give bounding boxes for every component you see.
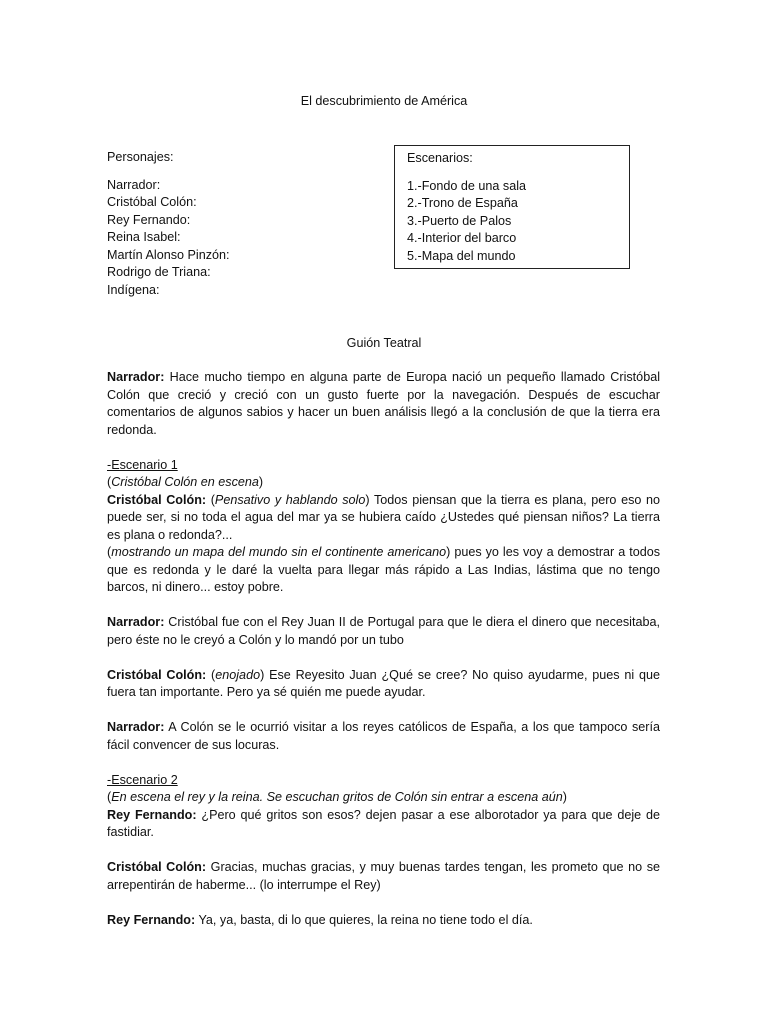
script-paragraph-4: [107, 667, 660, 702]
aside-text: Pensativo y hablando solo: [214, 492, 366, 507]
paren: (: [206, 667, 216, 682]
paren: (: [107, 545, 112, 559]
paren: (: [107, 790, 112, 804]
character-item: Martín Alonso Pinzón:: [107, 247, 230, 262]
speaker-label: Rey Fernando:: [107, 807, 197, 822]
speaker-label: Narrador:: [107, 720, 165, 734]
speaker-label: Cristóbal Colón:: [107, 667, 207, 682]
script-paragraph-3: [107, 614, 660, 649]
paren: (: [206, 492, 215, 507]
scene-item: 1.-Fondo de una sala: [407, 178, 527, 193]
character-item: Rey Fernando:: [107, 212, 191, 227]
paren: ): [446, 545, 451, 559]
scenes-heading: Escenarios:: [407, 151, 473, 165]
dialogue-text: ¿Pero qué gritos son esos? dejen pasar a ese alborotador ya para que deje de fastidiar.: [107, 807, 660, 839]
aside-text: mostrando un mapa del mundo sin el continente americano: [111, 545, 447, 559]
dialogue-text: Cristóbal fue con el Rey Juan II de Portugal para que le diera el dinero que necesitaba, pero éste no le creyó a Colón y lo mandó por un tubo: [107, 615, 660, 647]
scene-heading: -Escenario 2: [107, 772, 178, 787]
character-item: Indígena:: [107, 282, 160, 297]
stage-direction: [107, 474, 660, 492]
script-body: [107, 369, 660, 947]
paren: ): [562, 790, 567, 804]
scene-item: 2.-Trono de España: [407, 196, 518, 210]
script-paragraph-5: [107, 719, 660, 754]
paren: (: [107, 475, 112, 489]
aside-text: enojado: [215, 667, 261, 682]
script-paragraph-1: [107, 369, 660, 439]
speaker-label: Cristóbal Colón:: [107, 492, 207, 507]
dialogue-text: pues yo les voy a demostrar a todos que es redonda y le daré la vuelta para llegar más rápido a Las Indias, lástima que no tengo barcos, ni dinero... estoy pobre.: [107, 545, 660, 594]
stage-direction-text: En escena el rey y la reina. Se escuchan gritos de Colón sin entrar a escena aún: [111, 790, 563, 804]
dialogue-text: Gracias, muchas gracias, y muy buenas tardes tengan, les prometo que no se arrepentirán de haberme... (lo interrumpe el Rey): [107, 860, 660, 892]
speaker-label: Narrador:: [107, 370, 165, 384]
scene-heading: -Escenario 1: [107, 457, 178, 472]
paren: ): [258, 475, 264, 489]
character-item: Rodrigo de Triana:: [107, 265, 211, 279]
dialogue-text: Ya, ya, basta, di lo que quieres, la reina no tiene todo el día.: [195, 912, 533, 927]
characters-heading: Personajes:: [107, 150, 174, 164]
characters-list: [107, 149, 230, 299]
dialogue-text: A Colón se le ocurrió visitar a los reyes católicos de España, a los que tampoco sería fácil convencer de sus locuras.: [107, 720, 660, 752]
script-paragraph-7: [107, 859, 660, 894]
script-paragraph-6: [107, 772, 660, 842]
document-title: El descubrimiento de América: [300, 94, 468, 108]
aside-line: [107, 544, 660, 597]
dialogue-text: Todos piensan que la tierra es plana, pero eso no puede ser, si no toda el agua del mar ya se hubiera caído ¿Ustedes qué piensan niños? La tierra es plana o redonda?...: [107, 492, 661, 542]
script-paragraph-2: [107, 457, 660, 597]
paren: ): [260, 667, 265, 682]
script-title: Guión Teatral: [346, 336, 422, 350]
scene-item: 4.-Interior del barco: [407, 231, 517, 245]
dialogue-text: Ese Reyesito Juan ¿Qué se cree? No quiso ayudarme, pues ni que fuera tan importante. Pero ya sé quién me puede ayudar.: [107, 667, 660, 699]
character-item: Reina Isabel:: [107, 230, 181, 244]
stage-direction-text: Cristóbal Colón en escena: [111, 475, 259, 489]
speaker-label: Cristóbal Colón:: [107, 860, 207, 874]
script-paragraph-8: [107, 912, 660, 930]
speaker-label: Rey Fernando:: [107, 912, 196, 927]
character-item: Cristóbal Colón:: [107, 195, 197, 209]
speaker-label: Narrador:: [107, 615, 165, 629]
character-item: Narrador:: [107, 177, 161, 192]
scene-item: 3.-Puerto de Palos: [407, 213, 512, 228]
stage-direction: [107, 789, 660, 807]
scene-item: 5.-Mapa del mundo: [407, 248, 516, 263]
dialogue-text: Hace mucho tiempo en alguna parte de Europa nació un pequeño llamado Cristóbal Colón que creció y creció con un gusto fuerte por la navegación. Después de escuchar comentarios de algunos sabios y hacer un buen análisis llegó a la conclusión de que la tierra era redonda.: [107, 370, 660, 437]
scenes-box: [394, 145, 630, 269]
paren: ): [365, 492, 370, 507]
